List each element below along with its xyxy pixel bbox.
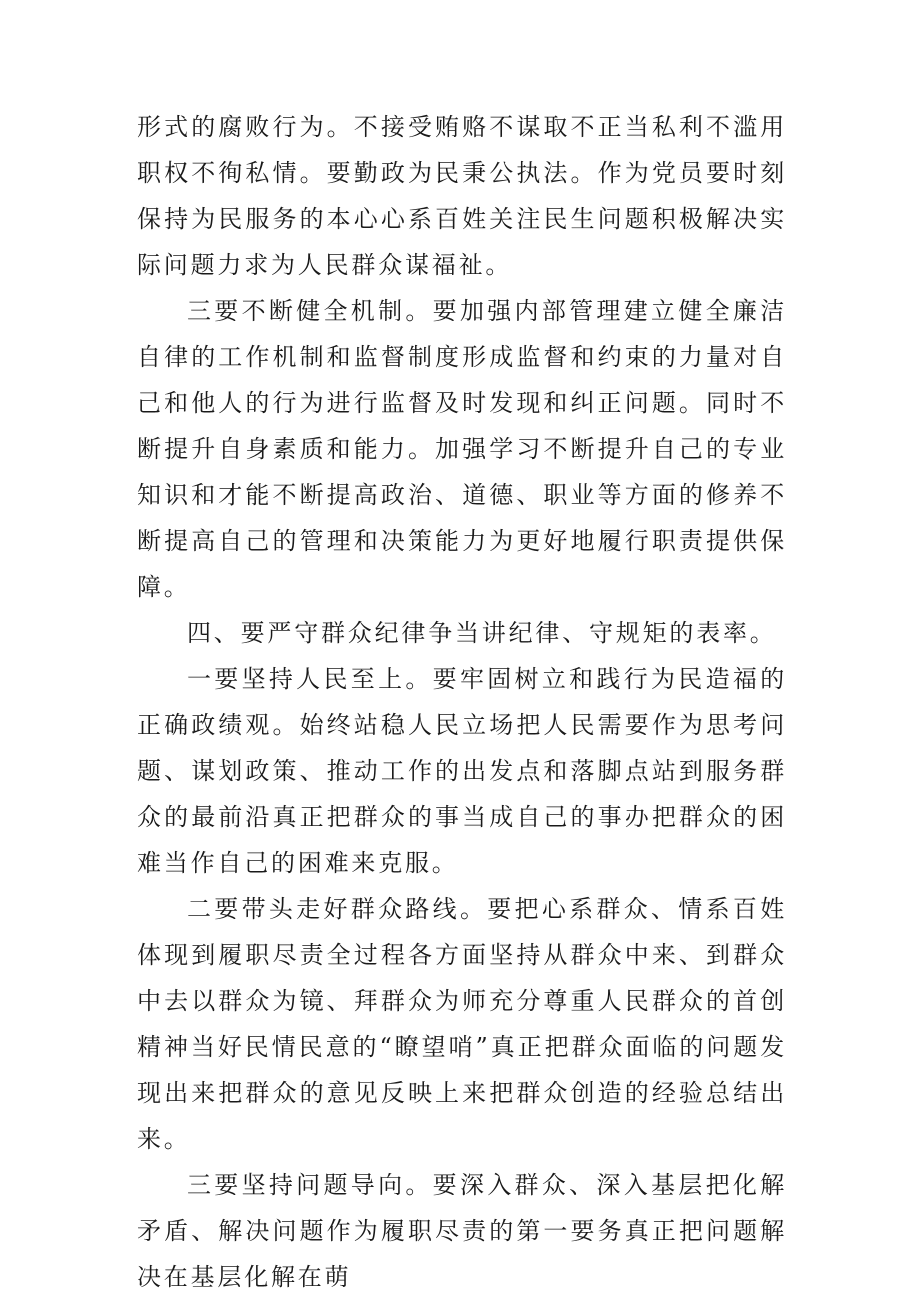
document-body: [137, 104, 787, 1300]
paragraph-1: 形式的腐败行为。不接受贿赂不谋取不正当私利不滥用职权不徇私情。要勤政为民秉公执法。作为党员要时刻保持为民服务的本心心系百姓关注民生问题积极解决实际问题力求为人民群众谋福祉。: [137, 113, 787, 279]
paragraph-6: 三要坚持问题导向。要深入群众、深入基层把化解矛盾、解决问题作为履职尽责的第一要务真正把问题解决在基层化解在萌: [137, 1171, 787, 1291]
paragraph-5: 二要带头走好群众路线。要把心系群众、情系百姓体现到履职尽责全过程各方面坚持从群众中来、到群众中去以群众为镜、拜群众为师充分尊重人民群众的首创精神当好民情民意的“瞭望哨”真正把群众面临的问题发现出来把群众的意见反映上来把群众创造的经验总结出来。: [137, 895, 787, 1153]
paragraph-2: 三要不断健全机制。要加强内部管理建立健全廉洁自律的工作机制和监督制度形成监督和约束的力量对自己和他人的行为进行监督及时发现和纠正问题。同时不断提升自身素质和能力。加强学习不断提升自己的专业知识和才能不断提高政治、道德、职业等方面的修养不断提高自己的管理和决策能力为更好地履行职责提供保障。: [137, 297, 787, 601]
paragraph-4: 一要坚持人民至上。要牢固树立和践行为民造福的正确政绩观。始终站稳人民立场把人民需要作为思考问题、谋划政策、推动工作的出发点和落脚点站到服务群众的最前沿真正把群众的事当成自己的事办把群众的困难当作自己的困难来克服。: [137, 665, 787, 877]
section-heading-4: 四、要严守群众纪律争当讲纪律、守规矩的表率。: [187, 619, 777, 647]
